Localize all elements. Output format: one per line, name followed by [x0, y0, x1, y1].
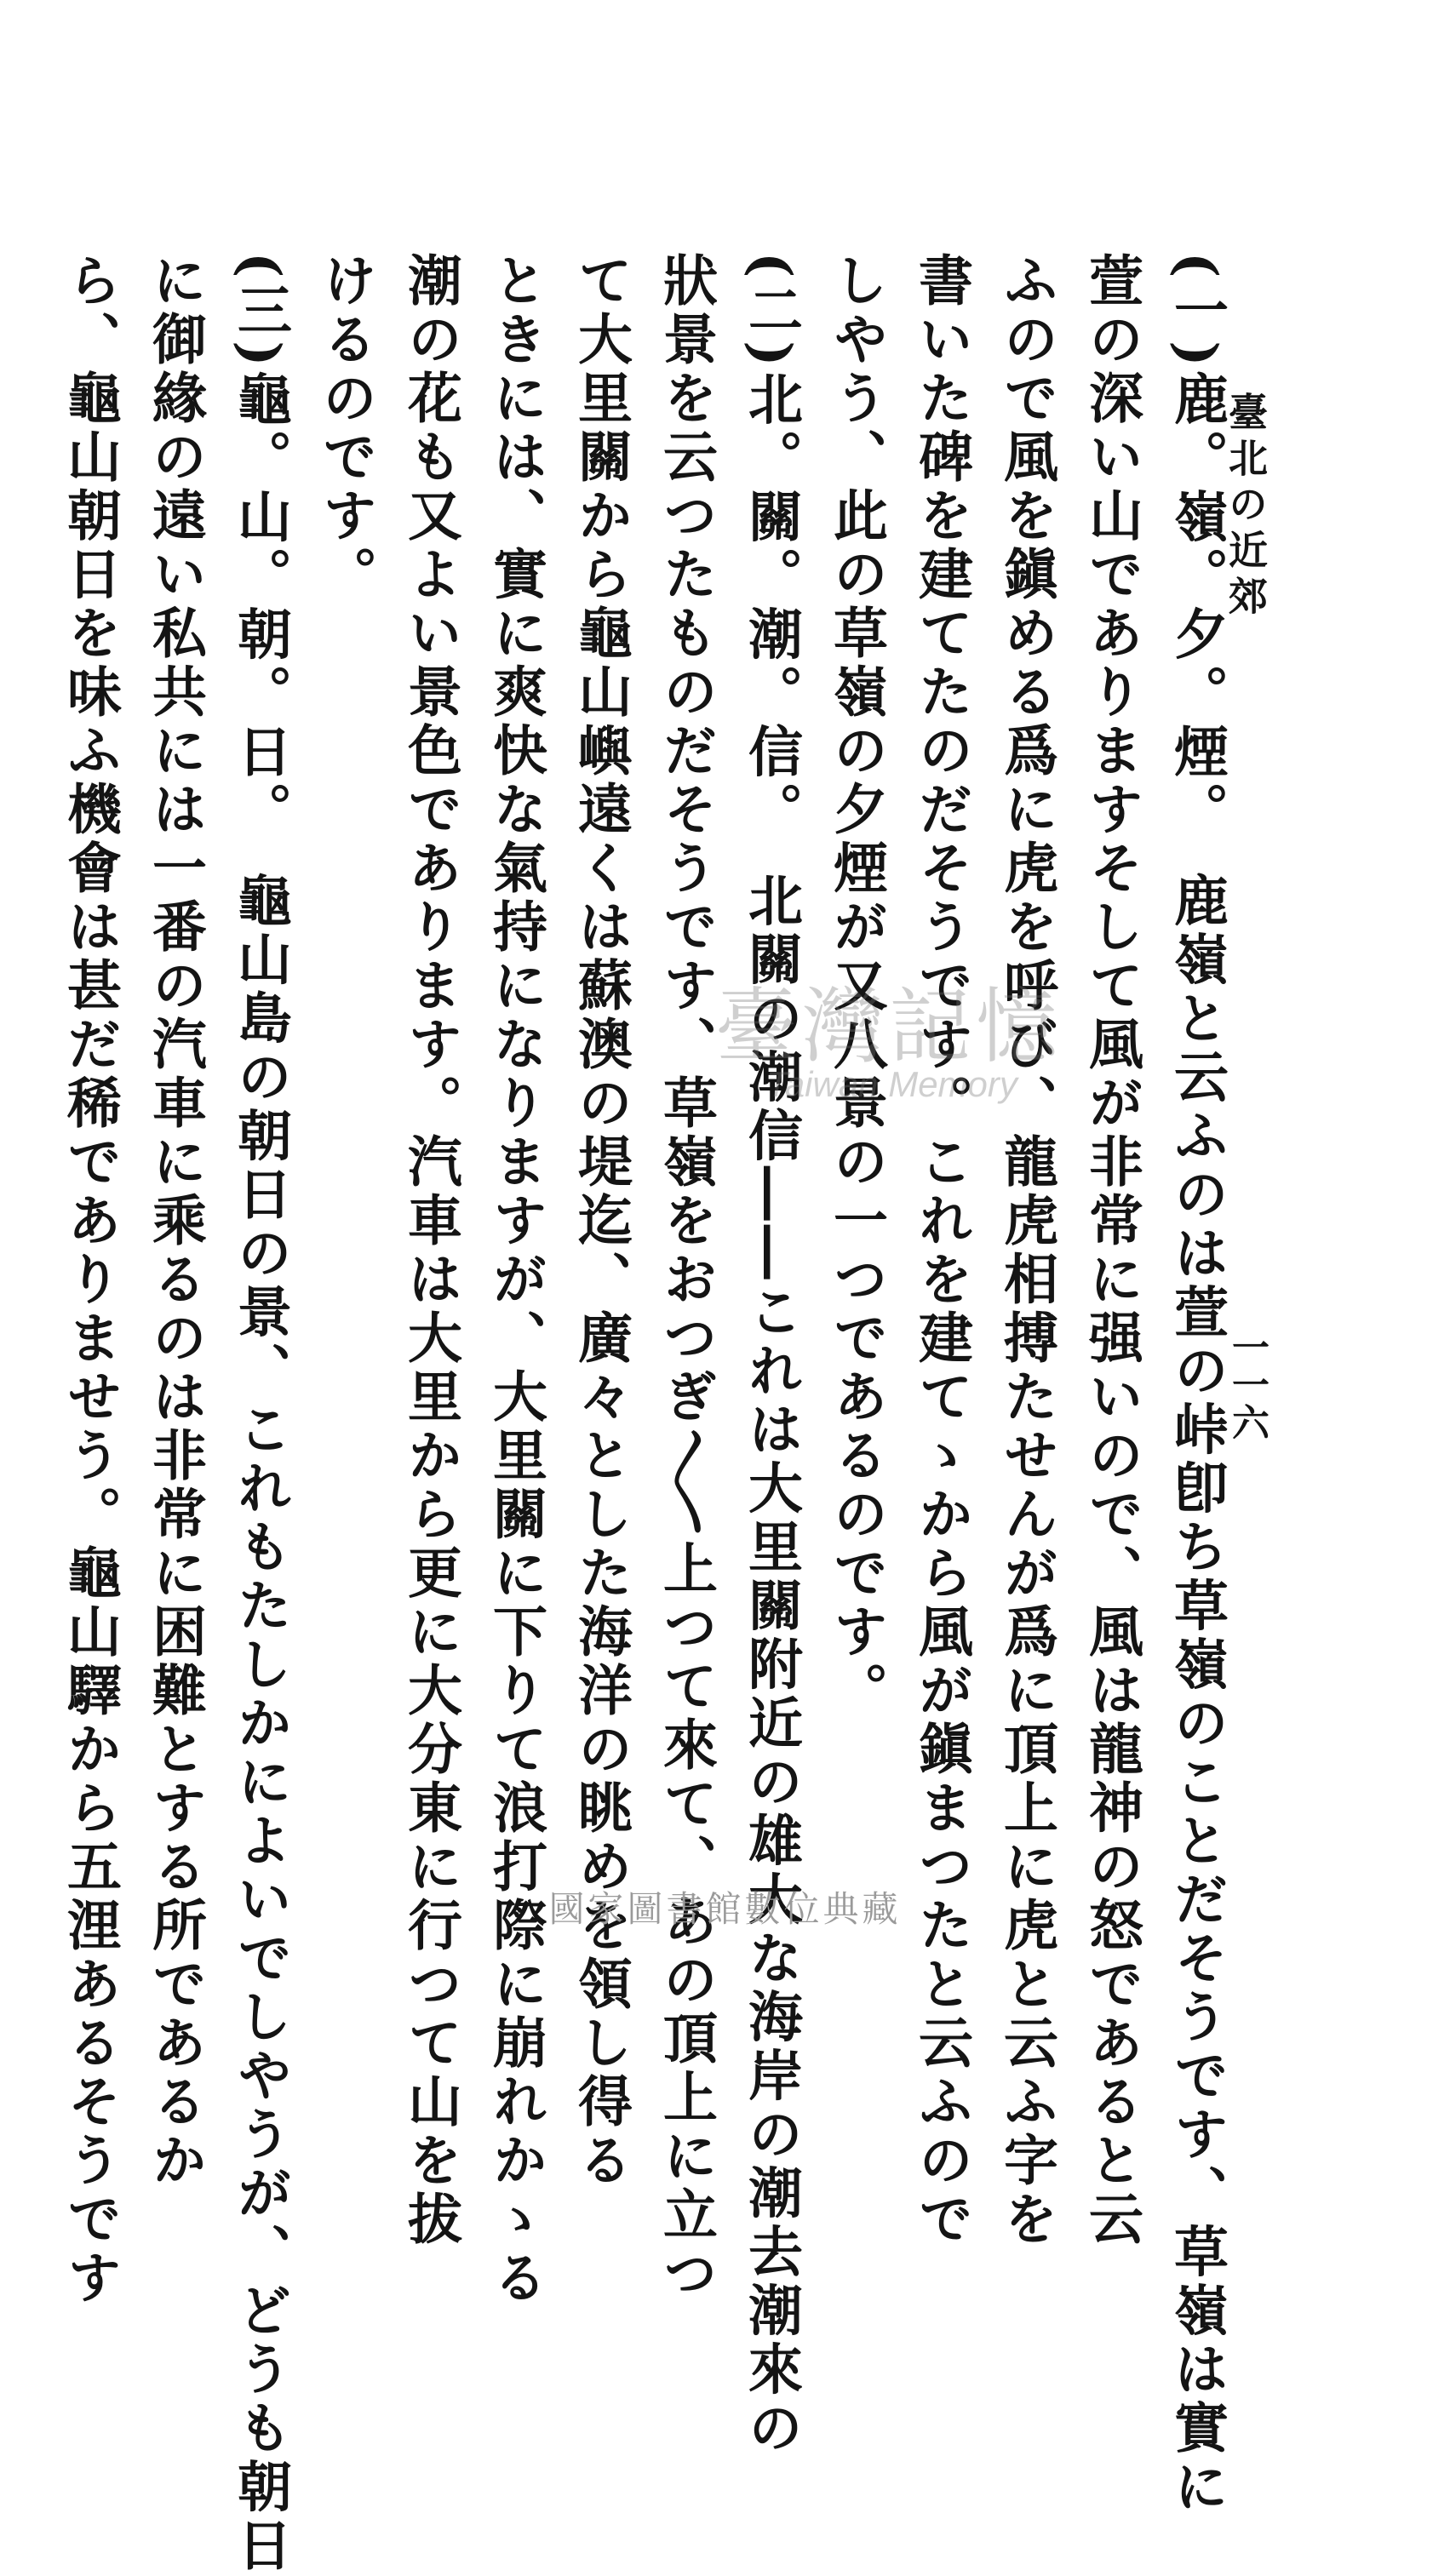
- watermark-title: 臺灣記憶: [715, 979, 1063, 1074]
- text-line: 萱の深い山でありますそして風が非常に强いので、風は龍神の怒であると云: [1080, 252, 1143, 2249]
- text-line: 書いた碑を建てたのだそうです。これを建てゝから風が鎭まつたと云ふので: [909, 252, 973, 2249]
- text-line: ら、龜山朝日を味ふ機會は甚だ稀でありませう。龜山驛から五浬あるそうです: [58, 252, 122, 2308]
- running-header: 臺北の近郊: [1223, 392, 1269, 621]
- text-line: て大里關から龜山嶼遠くは蘇澳の堤迄、廣々とした海洋の眺めを領し得る: [569, 252, 633, 2190]
- text-line: (一)鹿。嶺。夕。煙。 鹿嶺と云ふのは萱の峠卽ち草嶺のことだそうです、草嶺は實に: [1165, 252, 1229, 2517]
- watermark-subtitle: Taiwan Memory: [766, 1064, 1017, 1104]
- text-line: (二)北。關。潮。信。 北關の潮信――これは大里關附近の雄大な海岸の潮去潮來の: [739, 252, 803, 2459]
- text-line: ふので風を鎭める爲に虎を呼び、龍虎相搏たせんが爲に頂上に虎と云ふ字を: [994, 252, 1058, 2249]
- text-line: 潮の花も又よい景色であります。汽車は大里から更に大分東に行つて山を拔: [398, 252, 462, 2249]
- text-line: に御緣の遠い私共には一番の汽車に乘るのは非常に困難とする所であるか: [143, 252, 207, 2190]
- text-line: 狀景を云つたものだそうです、草嶺をおつぎ〳〵上つて來て、あの頂上に立つ: [654, 252, 718, 2304]
- page-number: 一一六: [1225, 1328, 1269, 1440]
- text-line: しやう、此の草嶺の夕煙が又八景の一つであるのです。: [824, 252, 888, 1720]
- footer-caption: 國家圖書館數位典藏: [548, 1888, 902, 1930]
- text-line: けるのです。: [313, 252, 377, 604]
- text-line: ときには、實に爽快な氣持になりますが、大里關に下りて浪打際に崩れかゝる: [484, 252, 547, 2308]
- text-line: (三)龜。山。朝。日。 龜山島の朝日の景、これもたしかによいでしやうが、どうも朝日: [228, 252, 292, 2576]
